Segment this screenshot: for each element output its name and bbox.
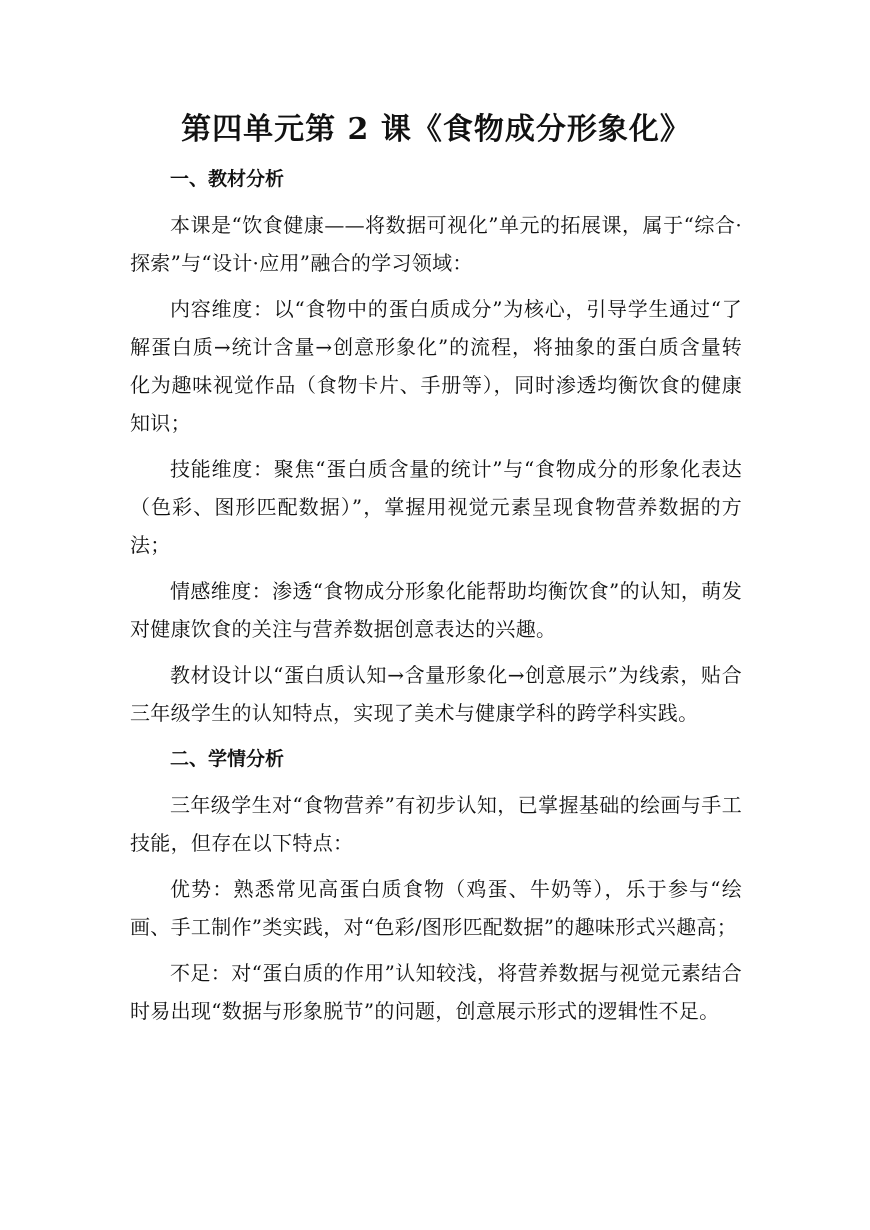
- paragraph-student-overview: 三年级学生对“食物营养”有初步认知，已掌握基础的绘画与手工技能，但存在以下特点：: [130, 793, 742, 855]
- paragraph-weaknesses: 不足：对“蛋白质的作用”认知较浅，将营养数据与视觉元素结合时易出现“数据与形象脱节”的问题，创意展示形式的逻辑性不足。: [130, 961, 742, 1023]
- paragraph-content-dimension: 内容维度：以“食物中的蛋白质成分”为核心，引导学生通过“了解蛋白质→统计含量→创意形象化”的流程，将抽象的蛋白质含量转化为趣味视觉作品（食物卡片、手册等），同时渗透均衡饮食的健康知识；: [130, 297, 742, 435]
- paragraph-skill-dimension: 技能维度：聚焦“蛋白质含量的统计”与“食物成分的形象化表达（色彩、图形匹配数据）”，掌握用视觉元素呈现食物营养数据的方法；: [130, 457, 742, 557]
- paragraph-design-summary: 教材设计以“蛋白质认知→含量形象化→创意展示”为线索，贴合三年级学生的认知特点，实现了美术与健康学科的跨学科实践。: [130, 663, 742, 725]
- paragraph-strengths: 优势：熟悉常见高蛋白质食物（鸡蛋、牛奶等），乐于参与“绘画、手工制作”类实践，对“色彩/图形匹配数据”的趣味形式兴趣高；: [130, 877, 742, 939]
- page-title: 第四单元第 2 课《食物成分形象化》: [181, 112, 691, 147]
- paragraph-emotion-dimension: 情感维度：渗透“食物成分形象化能帮助均衡饮食”的认知，萌发对健康饮食的关注与营养数据创意表达的兴趣。: [130, 579, 742, 641]
- section-heading-student-analysis: 二、学情分析: [170, 748, 285, 770]
- section-heading-textbook-analysis: 一、教材分析: [170, 168, 285, 190]
- paragraph-intro: 本课是“饮食健康——将数据可视化”单元的拓展课，属于“综合·探索”与“设计·应用”融合的学习领域：: [130, 213, 742, 275]
